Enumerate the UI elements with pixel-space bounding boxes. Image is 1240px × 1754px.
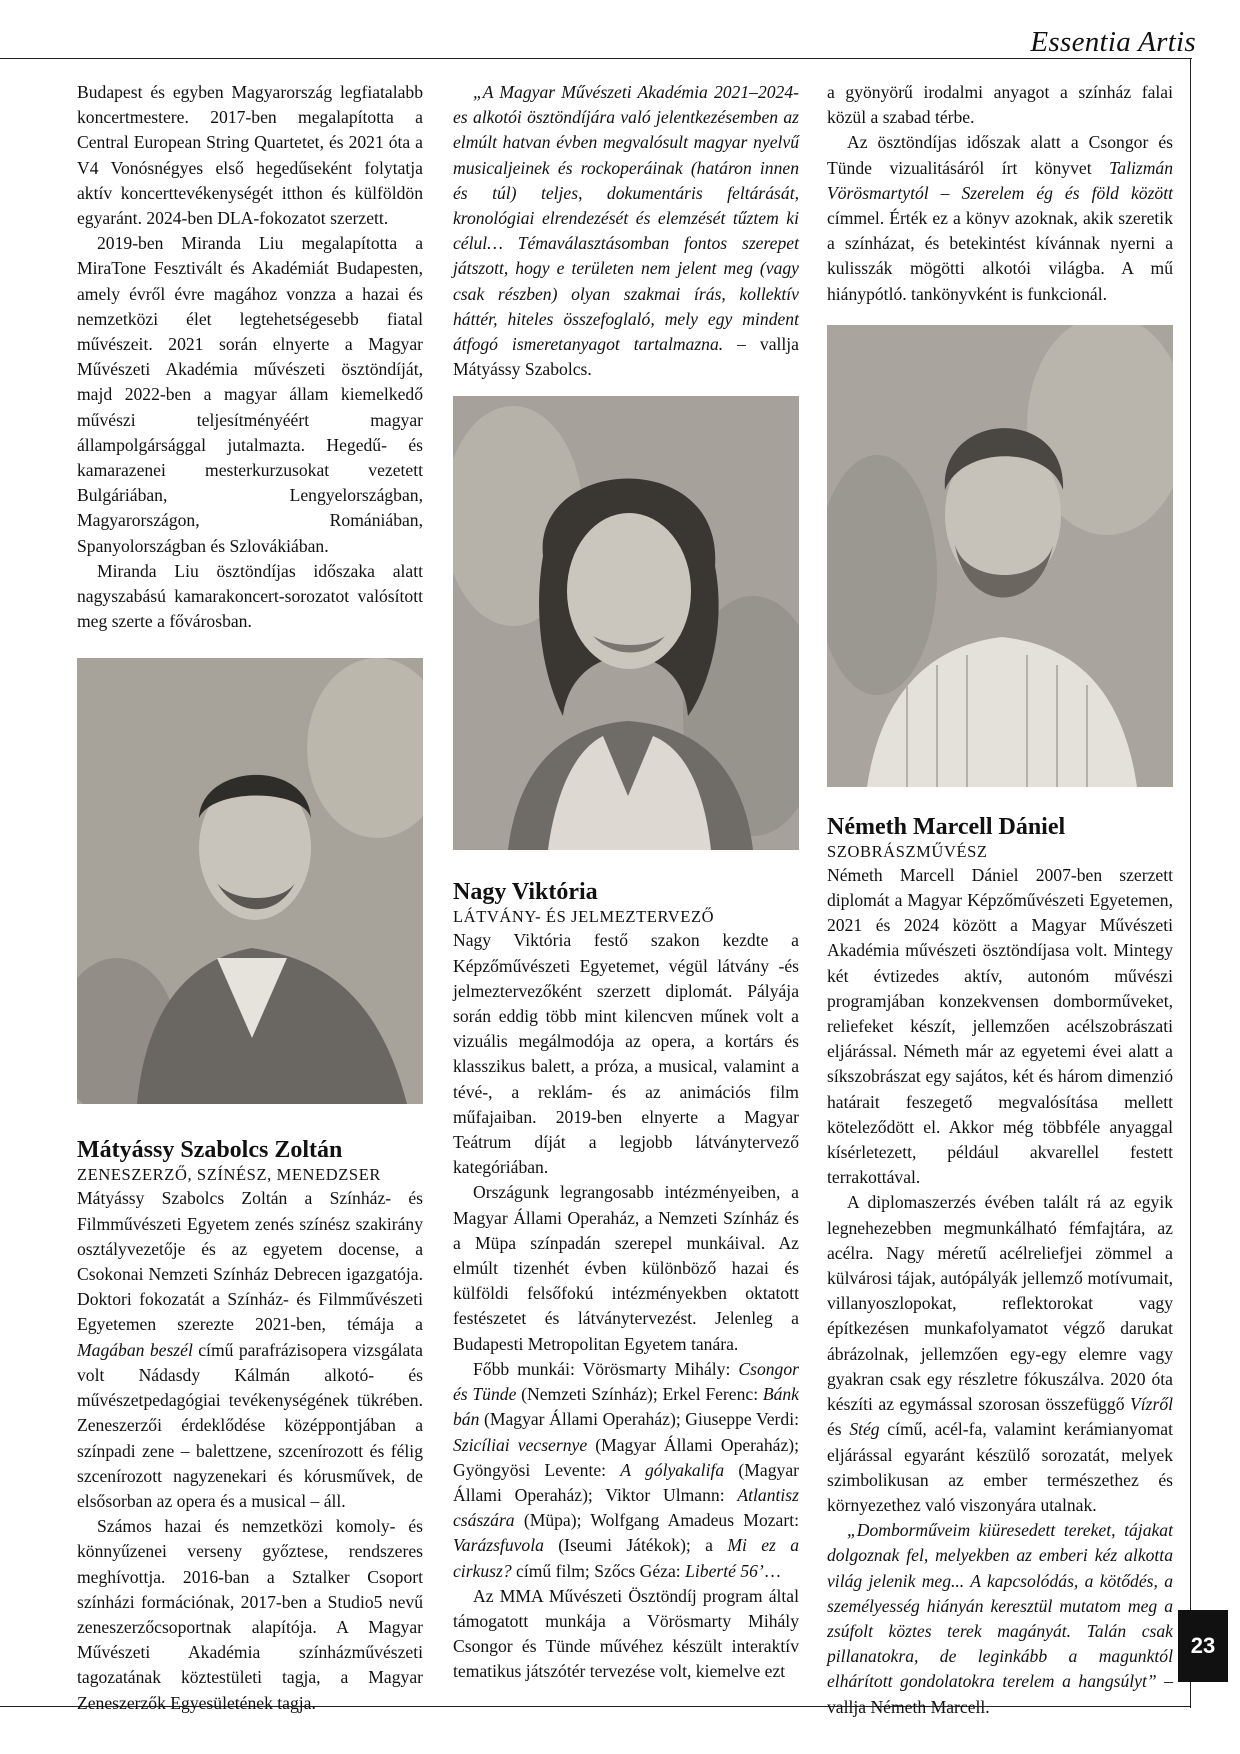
person-role: ZENESZERZŐ, SZÍNÉSZ, MENEDZSER: [77, 1165, 381, 1185]
person-name: Nagy Viktória: [453, 879, 598, 906]
header-rule: [0, 58, 1192, 59]
column-1: [77, 80, 423, 1716]
person-role: LÁTVÁNY- ÉS JELMEZTERVEZŐ: [453, 907, 715, 927]
paragraph: Számos hazai és nemzetközi komoly- és könnyűzenei verseny győztese, rendszeres meghívottja. 2016-ban a Sztalker Csoport színházi formációnak, 2017-ben a Studio5 nevű zeneszerzőcsoportnak alapítója. A Magyar Művészeti Akadémia színházművészeti tagozatának köztestületi tagja, a Magyar Zeneszerzők Egyesületének tagja.: [77, 1516, 423, 1713]
works-paragraph: Főbb munkái: Vörösmarty Mihály: Csongor és Tünde (Nemzeti Színház); Erkel Ferenc: Bánk bán (Magyar Állami Operaház); Giuseppe Verdi: Szicíliai vecsernye (Magyar Állami Operaház); Gyöngyösi Levente: A gólyakalifa (Magyar Állami Operaház); Viktor Ulmann: Atlantisz császára (Müpa); Wolfgang Amadeus Mozart: Varázsfuvola (Iseumi Játékok); a Mi ez a cirkusz? című film; Szőcs Géza: Liberté 56’…: [453, 1358, 800, 1581]
paragraph: Országunk legrangosabb intézményeiben, a Magyar Állami Operaház, a Nemzeti Színház és a Müpa színpadán szerepel munkáival. Az elmúlt tizenhét évben különböző hazai és külföldi felsőfokú intézményekben oktatott festészetet és látványtervezést. Jelenleg a Budapesti Metropolitan Egyetem tanára.: [453, 1182, 799, 1354]
page-number: 23: [1178, 1610, 1228, 1682]
quote-paragraph: „A Magyar Művészeti Akadémia 2021–2024-es alkotói ösztöndíjára való jelentkezésemben az elmúlt hatvan évben megvalósult magyar nyelvű musicaljeinek és rockoperáinak (határon innen és túl) teljes, dokumentáris feltárását, kronológiai elrendezését és elemzését tűztem ki célul… Témaválasztásomban fontos szerepet játszott, hogy e területen nem jelent meg (vagy csak részben) olyan szakmai írás, kollektív háttér, hiteles összefoglaló, mely egy mindent átfogó ismeretanyagot tartalmazna. – vallja Mátyássy Szabolcs.: [453, 82, 799, 380]
quote-paragraph: „Domborműveim kiüresedett tereket, tájakat dolgoznak fel, melyekben az emberi kéz alkotta világ jelenik meg... A kapcsolódás, a kötődés, a személyesség hiányán keresztül mutatom meg a zsúfolt köztes terek magányát. Talán csak pillanatokra, de leginkább a magunktól elhárított gondolatokra terelem a hangsúlyt” – vallja Németh Marcell.: [827, 1520, 1173, 1717]
paragraph: Nagy Viktória festő szakon kezdte a Képzőművészeti Egyetemet, végül látvány -és jelmeztervezőként szerzett diplomát. Pályája során eddig több mint kilencven műnek volt a vizuális megálmodója az opera, a kortárs és klasszikus balett, a próza, a musical, valamint a tévé-, a reklám- és az animációs film műfajaiban. 2019-ben elnyerte a Magyar Teátrum díját a legjobb látványtervező kategóriában.: [453, 930, 799, 1178]
person-name: Mátyássy Szabolcs Zoltán: [77, 1137, 343, 1164]
magazine-title: Essentia Artis: [1030, 26, 1196, 58]
paragraph: a gyönyörű irodalmi anyagot a színház falai közül a szabad térbe.: [827, 82, 1173, 128]
book-title: Talizmán Vörösmartytól – Szerelem ég és föld között: [827, 157, 1173, 203]
paragraph: Budapest és egyben Magyarország legfiatalabb koncertmestere. 2017-ben megalapította a Central European String Quartetet, és 2021 óta a V4 Vonósnégyes első hegedűseként folytatja aktív koncerttevékenységét itthon és külföldön egyaránt. 2024-ben DLA-fokozatot szerzett.: [77, 82, 423, 229]
person-role: SZOBRÁSZMŰVÉSZ: [827, 841, 988, 861]
paragraph: Az MMA Művészeti Ösztöndíj program által támogatott munkája a Vörösmarty Mihály Csongor és Tünde művéhez készült interaktív tematikus játszótér tervezése volt, kiemelve ezt: [453, 1585, 799, 1682]
paragraph: Az ösztöndíjas időszak alatt a Csongor és Tünde vizualitásáról írt könyvet Talizmán Vörösmartytól – Szerelem ég és föld között címmel. Érték ez a könyv azoknak, akik szeretik a színházat, és betekintést kívánnak nyerni a kulisszák mögötti alkotói világba. A mű hiánypótló. tankönyvként is funkcionál.: [827, 132, 1173, 304]
paragraph: Miranda Liu ösztöndíjas időszaka alatt nagyszabású kamarakoncert-sorozatot valósított meg szerte a fővárosban.: [77, 560, 423, 632]
paragraph: A diplomaszerzés évében talált rá az egyik legnehezebben megmunkálható fémfajtára, az acélra. Nagy méretű acélreliefjei zömmel a külvárosi tájak, autópályák jellemző motívumait, villanyoszlopokat, reflektorokat vagy építkezésen munkafolyamatot végző darukat ábrázolnak, jellemzően egy-egy elemre vagy gyakran csak egy részletre fókuszálva. 2020 óta készíti az egymással szorosan összefüggő Vízről és Stég című, acél-fa, valamint kerámianyomat eljárással egyaránt készülő sorozatát, melyek szimbolikusan az ember természethez és környezethez való viszonyára utalnak.: [827, 1192, 1173, 1515]
right-frame-line: [1190, 58, 1191, 1708]
page-header: [0, 0, 1240, 70]
portrait-photo-nemeth: [827, 325, 1173, 787]
work-title: Magában beszél: [77, 1339, 193, 1360]
column-3: [827, 80, 1173, 1720]
person-name: Németh Marcell Dániel: [827, 813, 1066, 840]
portrait-photo-nagy: [453, 396, 799, 850]
column-2: [453, 80, 799, 1685]
paragraph: 2019-ben Miranda Liu megalapította a MiraTone Fesztivált és Akadémiát Budapesten, amely évről évre magához vonzza a hazai és nemzetközi élet legtehetségesebb fiatal művészeit. 2021 során elnyerte a Magyar Művészeti Akadémia művészeti ösztöndíját, majd 2022-ben a magyar állam kiemelkedő művészi teljesítményéért magyar állampolgársággal jutalmazta. Hegedű- és kamarazenei mesterkurzusokat vezetett Bulgáriában, Lengyelországban, Magyarországon, Romániában, Spanyolországban és Szlovákiában.: [77, 233, 423, 556]
portrait-photo-matyassy: [77, 658, 423, 1104]
paragraph: Németh Marcell Dániel 2007-ben szerzett diplomát a Magyar Képzőművészeti Egyetemen, 2021 és 2024 között a Magyar Művészeti Akadémia művészeti ösztöndíjasa volt. Mintegy két évtizedes aktív, autonóm művészi programjában konzekvensen domborműveket, reliefeket készít, jellemzően acélszobrászati eljárással. Németh már az egyetemi évei alatt a síkszobrászat egy sajátos, két és három dimenzió határait feszegető megvalósítása mellett köteleződött el. Akkor még többféle anyaggal kísérletezett, például akvarellel festett terrakottával.: [827, 864, 1173, 1188]
paragraph: Mátyássy Szabolcs Zoltán a Színház- és Filmművészeti Egyetem zenés színész szakirány osztályvezetője és az egyetem docense, a Csokonai Nemzeti Színház Debrecen igazgatója. Doktori fokozatát a Színház- és Filmművészeti Egyetemen szerezte 2021-ben, témája a Magában beszél című parafrázisopera vizsgálata volt Nádasdy Kálmán alkotó- és művészetpedagógiai tevékenységének tükrében. Zeneszerzői érdeklődése középpontjában a színpadi zene – balettzene, szcenírozott és félig szcenírozott nagyzenekari és kórusművek, de elsősorban az opera és a musical – áll.: [77, 1188, 423, 1511]
